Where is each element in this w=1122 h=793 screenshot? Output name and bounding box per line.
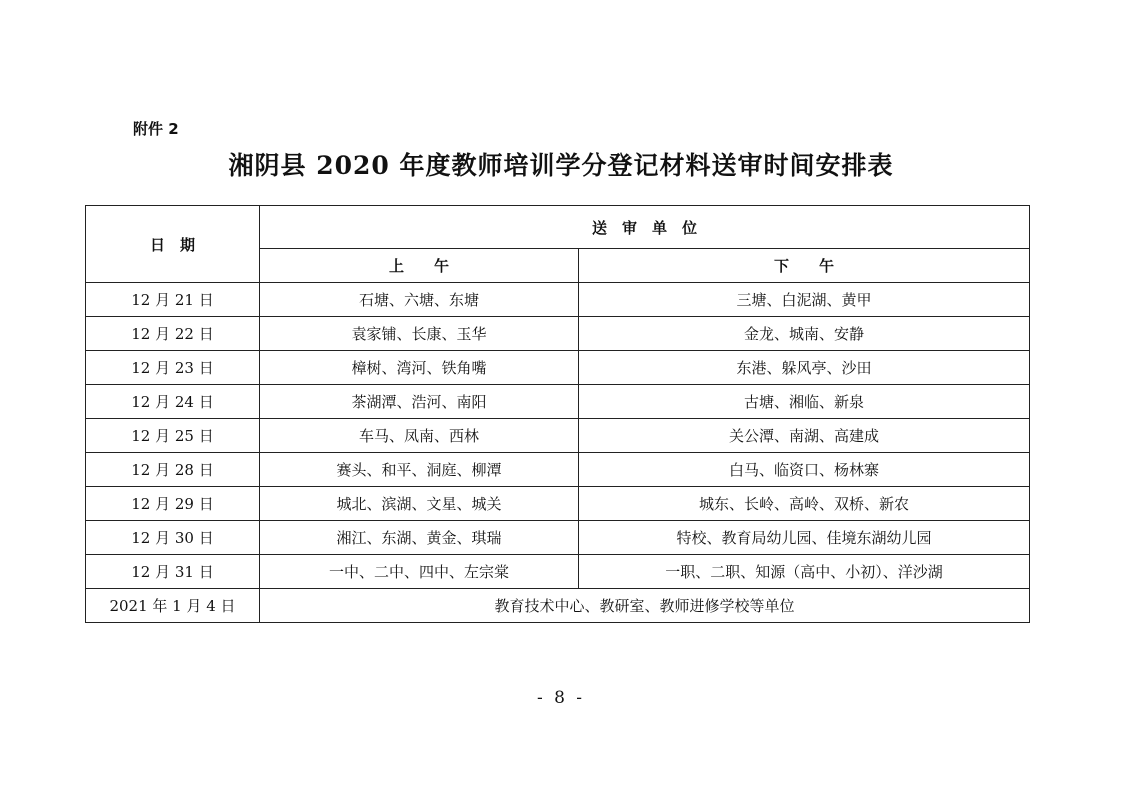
morning-cell: 袁家铺、长康、玉华: [260, 317, 579, 351]
header-date: 日 期: [86, 206, 260, 283]
header-row-top: [86, 206, 1030, 249]
afternoon-cell: 东港、躲风亭、沙田: [579, 351, 1030, 385]
afternoon-cell: 金龙、城南、安静: [579, 317, 1030, 351]
table-row: [86, 317, 1030, 351]
afternoon-cell: 特校、教育局幼儿园、佳境东湖幼儿园: [579, 521, 1030, 555]
header-units: 送 审 单 位: [260, 206, 1030, 249]
morning-cell: 城北、滨湖、文星、城关: [260, 487, 579, 521]
table-row: [86, 283, 1030, 317]
morning-cell: 茶湖潭、浩河、南阳: [260, 385, 579, 419]
document-title: 湘阴县 2020 年度教师培训学分登记材料送审时间安排表: [228, 151, 894, 180]
date-cell: 12 月 29 日: [86, 487, 260, 521]
afternoon-cell: 古塘、湘临、新泉: [579, 385, 1030, 419]
afternoon-cell: 关公潭、南湖、高建成: [579, 419, 1030, 453]
morning-cell: 石塘、六塘、东塘: [260, 283, 579, 317]
date-cell: 12 月 21 日: [86, 283, 260, 317]
attachment-label: 附件 2: [133, 120, 179, 138]
morning-cell: 一中、二中、四中、左宗棠: [260, 555, 579, 589]
afternoon-cell: 城东、长岭、高岭、双桥、新农: [579, 487, 1030, 521]
table-row: [86, 419, 1030, 453]
table-row: [86, 521, 1030, 555]
schedule-table: [85, 205, 1030, 623]
afternoon-cell: 白马、临资口、杨林寨: [579, 453, 1030, 487]
date-cell: 12 月 28 日: [86, 453, 260, 487]
afternoon-cell: 一职、二职、知源（高中、小初）、洋沙湖: [579, 555, 1030, 589]
table-row: [86, 453, 1030, 487]
morning-cell: 樟树、湾河、铁角嘴: [260, 351, 579, 385]
date-cell: 12 月 23 日: [86, 351, 260, 385]
date-cell: 12 月 24 日: [86, 385, 260, 419]
table-row: [86, 351, 1030, 385]
date-cell: 2021 年 1 月 4 日: [86, 589, 260, 623]
schedule-table-body: [86, 206, 1030, 623]
morning-cell: 赛头、和平、洞庭、柳潭: [260, 453, 579, 487]
date-cell: 12 月 30 日: [86, 521, 260, 555]
table-row: [86, 487, 1030, 521]
morning-cell: 湘江、东湖、黄金、琪瑞: [260, 521, 579, 555]
page-number: - 8 -: [536, 688, 586, 708]
table-row: [86, 385, 1030, 419]
date-cell: 12 月 31 日: [86, 555, 260, 589]
header-morning: 上 午: [260, 249, 579, 283]
afternoon-cell: 三塘、白泥湖、黄甲: [579, 283, 1030, 317]
table-row: [86, 555, 1030, 589]
date-cell: 12 月 25 日: [86, 419, 260, 453]
units-cell: 教育技术中心、教研室、教师进修学校等单位: [260, 589, 1030, 623]
table-row-last: [86, 589, 1030, 623]
date-cell: 12 月 22 日: [86, 317, 260, 351]
header-afternoon: 下 午: [579, 249, 1030, 283]
morning-cell: 车马、凤南、西林: [260, 419, 579, 453]
